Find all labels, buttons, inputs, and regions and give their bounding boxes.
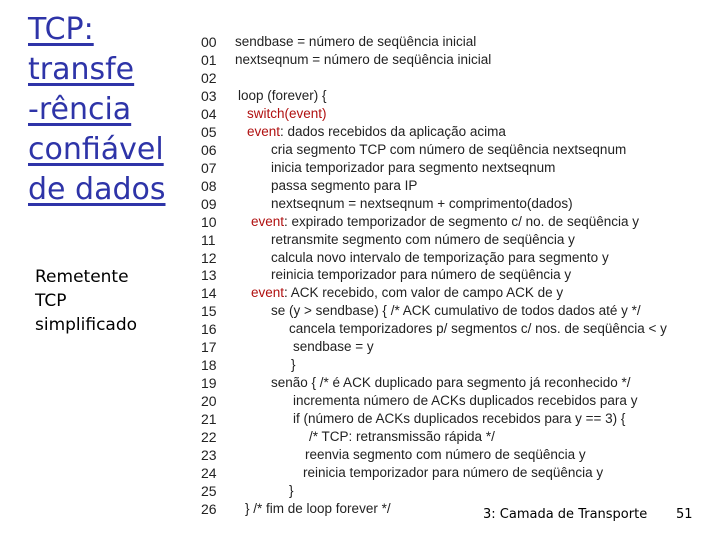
code-line: sendbase = número de seqüência inicial	[235, 34, 477, 49]
code-line: inicia temporizador para segmento nextseqnum	[271, 159, 556, 175]
code-line: nextseqnum = número de seqüência inicial	[235, 51, 492, 67]
code-line	[247, 123, 506, 141]
line-number: 26	[201, 500, 217, 517]
code-line: retransmite segmento com número de seqüência y	[271, 231, 575, 247]
code-line: reinicia temporizador para número de seqüência y	[271, 267, 572, 283]
line-number: 18	[201, 357, 217, 374]
code-line: senão { /* é ACK duplicado para segmento já reconhecido */	[271, 375, 631, 391]
code-line: } /* fim de loop forever */	[245, 500, 391, 516]
slide-title-line-1: TCP: transfe	[28, 12, 135, 87]
line-number: 04	[201, 105, 217, 122]
line-number: 09	[201, 195, 217, 212]
code-line	[251, 284, 563, 302]
code-line: /* TCP: retransmissão rápida */	[309, 429, 495, 445]
code-line: if (número de ACKs duplicados recebidos para y == 3) {	[293, 411, 626, 427]
line-number: 25	[201, 483, 217, 499]
code-text: : ACK recebido, com valor de campo ACK de y	[284, 285, 564, 301]
line-number: 05	[201, 123, 217, 140]
line-number: 24	[201, 465, 217, 482]
line-number: 14	[201, 285, 217, 302]
line-number: 13	[201, 267, 217, 284]
code-line	[251, 213, 639, 231]
code-line: }	[289, 483, 294, 498]
event-keyword: event	[251, 213, 285, 229]
slide-title-line-4: de dados	[28, 172, 166, 207]
line-number: 08	[201, 177, 217, 194]
footer-chapter: 3: Camada de Transporte	[483, 507, 648, 522]
line-number: 00	[201, 34, 217, 50]
page-number: 51	[676, 507, 693, 522]
event-keyword: event	[251, 285, 285, 301]
line-number: 17	[201, 339, 217, 356]
line-number: 12	[201, 249, 217, 266]
line-number: 22	[201, 429, 217, 446]
event-keyword: event	[247, 123, 281, 139]
line-number: 15	[201, 303, 217, 320]
line-number: 07	[201, 159, 217, 176]
code-text: : dados recebidos da aplicação acima	[280, 123, 506, 139]
code-line: }	[291, 357, 296, 373]
slide-title-line-2: -rência	[28, 92, 132, 127]
code-line: nextseqnum = nextseqnum + comprimento(dados)	[271, 195, 573, 211]
code-line: switch(event)	[247, 105, 327, 121]
code-line: cria segmento TCP com número de seqüência nextseqnum	[271, 141, 627, 157]
code-line: cancela temporizadores p/ segmentos c/ nos. de seqüência < y	[289, 321, 667, 337]
code-line: calcula novo intervalo de temporização para segmento y	[271, 249, 609, 265]
code-text: : expirado temporizador de segmento c/ no. de seqüência y	[284, 213, 639, 229]
line-number: 01	[201, 51, 217, 68]
line-number: 02	[201, 69, 217, 86]
code-line: passa segmento para IP	[271, 177, 418, 193]
code-line: reenvia segmento com número de seqüência y	[305, 447, 586, 463]
code-line: sendbase = y	[293, 339, 374, 355]
line-number: 06	[201, 141, 217, 158]
code-line: se (y > sendbase) { /* ACK cumulativo de todos dados até y */	[271, 303, 641, 319]
line-number: 19	[201, 375, 217, 392]
line-number: 23	[201, 447, 217, 464]
subtitle-line-3: simplificado	[35, 315, 138, 335]
line-number: 20	[201, 393, 217, 410]
line-number: 11	[201, 231, 216, 248]
subtitle-line-1: Remetente	[35, 267, 129, 287]
line-number: 10	[201, 213, 217, 230]
line-number: 03	[201, 87, 217, 104]
code-line: reinicia temporizador para número de seqüência y	[303, 465, 604, 481]
slide-title	[28, 10, 193, 210]
line-number: 16	[201, 321, 217, 338]
slide-title-line-3: confiável	[28, 132, 164, 167]
code-line: loop (forever) {	[238, 87, 327, 103]
code-line: incrementa número de ACKs duplicados recebidos para y	[293, 393, 638, 409]
line-number: 21	[201, 411, 217, 428]
subtitle-line-2: TCP	[35, 291, 67, 311]
